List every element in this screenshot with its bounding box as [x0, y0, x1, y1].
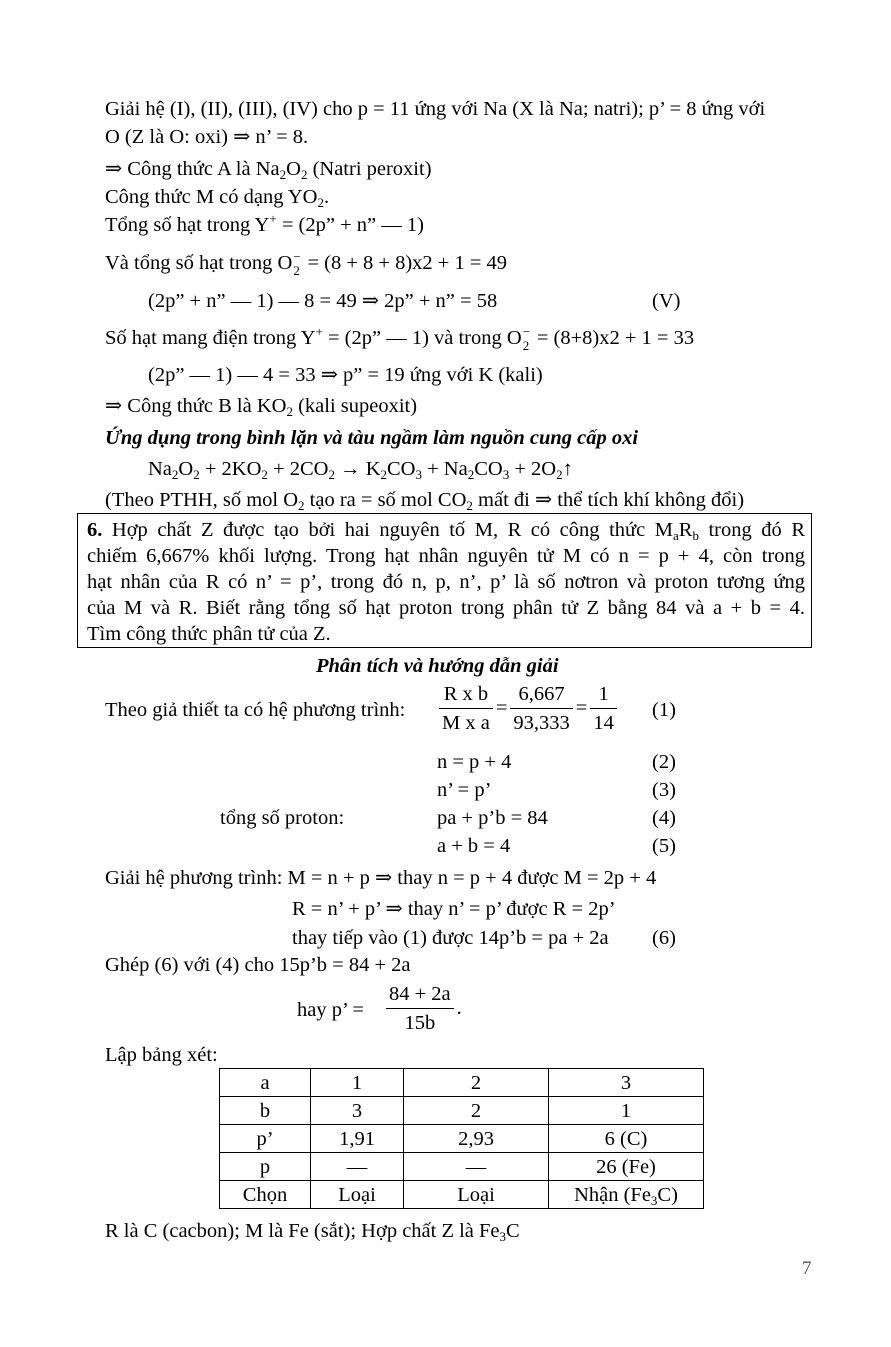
equation-tag-1: (1) [652, 699, 676, 721]
subscript: 2 [193, 467, 200, 482]
solve-line-3: thay tiếp vào (1) được 14p’b = pa + 2a [292, 927, 609, 949]
p-prime-fraction [383, 982, 462, 1035]
fraction-r-over-m [439, 682, 493, 735]
text: mất đi ⇒ thể tích khí không đổi) [472, 489, 745, 511]
equation-tag-5: (5) [652, 835, 676, 857]
ion-symbol: O [506, 327, 522, 349]
problem-line-2: chiếm 6,667% khối lượng. Trong hạt nhân nguyên tử M có n = p + 4, còn trong [87, 545, 805, 567]
solve-line-1: Giải hệ phương trình: M = n + p ⇒ thay n = p + 4 được M = 2p + 4 [105, 867, 657, 889]
text: Và tổng số hạt trong [105, 252, 278, 274]
table-cell: b [220, 1097, 311, 1125]
ion-symbol: O [277, 252, 293, 274]
text: (kali supeoxit) [292, 395, 418, 417]
table-row [220, 1125, 704, 1153]
text: . [323, 186, 330, 208]
table-label: Lập bảng xét: [105, 1044, 218, 1066]
text: Số hạt mang điện trong Y [105, 327, 316, 349]
fraction-one-fourteenth [590, 682, 617, 735]
text: Nhận (Fe [574, 1183, 651, 1206]
table-cell: 2 [404, 1069, 549, 1097]
text: + 2KO [199, 458, 262, 480]
text: ⇒ Công thức B là KO [105, 395, 287, 417]
problem-line-4: của M và R. Biết rằng tổng số hạt proton trong phân tử Z bằng 84 và a + b = 4. [87, 597, 805, 619]
subscript: 2 [328, 467, 335, 482]
equals: = [575, 697, 588, 719]
subscript: 2 [298, 498, 305, 513]
text-line-solve-system: Giải hệ (I), (II), (III), (IV) cho p = 11 ứng với Na (X là Na; natri); p’ = 8 ứng với [105, 98, 766, 120]
problem-box [77, 513, 812, 648]
solution-heading: Phân tích và hướng dẫn giải [316, 655, 559, 677]
text: + Na [421, 458, 468, 480]
conclusion [105, 1219, 520, 1243]
numerator: R x b [439, 682, 493, 709]
text-line-formula-m [105, 185, 329, 209]
equation-3: n’ = p’ [437, 779, 492, 801]
table-cell: 3 [549, 1069, 704, 1097]
analysis-table [219, 1068, 704, 1209]
denominator: 14 [593, 712, 614, 734]
text-line-oxygen: O (Z là O: oxi) ⇒ n’ = 8. [105, 126, 309, 148]
problem-line-3: hạt nhân của R có n’ = p’, trong đó n, p, n’, p’ là số nơtron và proton tương ứng [87, 571, 805, 593]
text: Hợp chất Z được tạo bởi hai nguyên tố M, R có công thức M [102, 519, 673, 541]
fraction-percent [510, 682, 572, 735]
table-cell: a [220, 1069, 311, 1097]
reaction-equation [148, 457, 573, 481]
text: (Natri peroxit) [307, 158, 432, 180]
equation-4-label: tổng số proton: [220, 807, 345, 829]
text-line-note [105, 488, 744, 512]
application-heading: Ứng dụng trong bình lặn và tàu ngầm làm nguồn cung cấp oxi [105, 427, 639, 449]
subscript: b [692, 528, 699, 543]
table-cell: Loại [404, 1181, 549, 1209]
table-cell: 26 (Fe) [549, 1153, 704, 1181]
table-row [220, 1097, 704, 1125]
combine-line: Ghép (6) với (4) cho 15p’b = 84 + 2a [105, 954, 411, 976]
text: Công thức M có dạng YO [105, 186, 318, 208]
text-line-formula-b [105, 394, 417, 418]
table-row [220, 1153, 704, 1181]
subscript: 3 [502, 467, 510, 482]
text: Na [148, 458, 172, 480]
text: R là C (cacbon); M là Fe (sắt); Hợp chất Z là Fe [105, 1220, 500, 1242]
table-cell [549, 1181, 704, 1209]
table-cell: p’ [220, 1125, 311, 1153]
solve-line-2: R = n’ + p’ ⇒ thay n’ = p’ được R = 2p’ [292, 898, 616, 920]
subscript: 2 [467, 467, 475, 482]
table-cell: 1,91 [311, 1125, 404, 1153]
fraction [386, 982, 454, 1035]
page-number: 7 [802, 1258, 812, 1279]
table-cell: 6 (C) [549, 1125, 704, 1153]
table-row [220, 1181, 704, 1209]
text: = (2p” + n” — 1) [276, 214, 424, 236]
subscript: 2 [466, 498, 473, 513]
text-line-charged: Số hạt mang điện trong Y+ = (2p” — 1) và trong O − 2 = (8+8)x2 + 1 = 33 [105, 324, 695, 353]
text: R [678, 519, 693, 541]
table-cell: 2,93 [404, 1125, 549, 1153]
text-line-formula-a [105, 157, 432, 181]
text: = (8 + 8 + 8)x2 + 1 = 49 [302, 252, 508, 274]
text-line-total-o2: Và tổng số hạt trong O − 2 = (8 + 8 + 8)x2 + 1 = 49 [105, 249, 508, 278]
numerator: 1 [590, 682, 617, 709]
subscript: 2 [300, 167, 308, 182]
text: C [506, 1220, 520, 1242]
text: CO [474, 458, 503, 480]
text: trong đó R [698, 519, 805, 541]
equation-tag-4: (4) [652, 807, 676, 829]
subscript: 2 [279, 167, 287, 182]
subscript: 3 [415, 467, 422, 482]
problem-line-5: Tìm công thức phân tử của Z. [87, 623, 331, 645]
table-row [220, 1069, 704, 1097]
text: CO [387, 458, 416, 480]
problem-number: 6. [87, 519, 103, 541]
subscript: 3 [499, 1229, 507, 1244]
table-cell: Loại [311, 1181, 404, 1209]
subscript: 2 [171, 467, 179, 482]
superscript: + [315, 324, 323, 339]
text-line-total-y [105, 213, 424, 237]
text: = (2p” — 1) và trong [322, 327, 507, 349]
subscript: a [672, 528, 679, 543]
equation-4: pa + p’b = 84 [437, 807, 548, 829]
text: + 2CO [267, 458, 329, 480]
table-cell: 3 [311, 1097, 404, 1125]
equation-1-label: Theo giả thiết ta có hệ phương trình: [105, 699, 406, 721]
equation-v: (2p” + n” — 1) — 8 = 49 ⇒ 2p” + n” = 58 [148, 290, 498, 312]
text: = (8+8)x2 + 1 = 33 [531, 327, 695, 349]
denominator: 15b [404, 1012, 436, 1034]
equation-tag-3: (3) [652, 779, 676, 801]
table-cell: Chọn [220, 1181, 311, 1209]
equation-1 [436, 682, 620, 735]
text: O [286, 158, 301, 180]
equation-tag-2: (2) [652, 751, 676, 773]
subscript: 2 [556, 467, 563, 482]
subscript: 2 [261, 467, 268, 482]
equals: = [495, 697, 508, 719]
equation-2: n = p + 4 [437, 751, 512, 773]
gas-arrow-up-icon: ↑ [562, 458, 573, 480]
text: Tổng số hạt trong Y [105, 214, 270, 236]
table-cell: p [220, 1153, 311, 1181]
numerator: 6,667 [510, 682, 572, 709]
table-cell: 2 [404, 1097, 549, 1125]
equation-potassium: (2p” — 1) — 4 = 33 ⇒ p” = 19 ứng với K (kali) [148, 364, 543, 386]
denominator: 93,333 [513, 712, 570, 734]
table-cell: 1 [311, 1069, 404, 1097]
numerator: 84 + 2a [386, 982, 454, 1009]
subscript: 2 [317, 195, 324, 210]
period: . [456, 997, 462, 1019]
subscript: 2 [286, 404, 293, 419]
equation-5: a + b = 4 [437, 835, 511, 857]
subscript: 3 [650, 1192, 658, 1208]
text: ⇒ Công thức A là Na [105, 158, 280, 180]
text: tạo ra = số mol CO [304, 489, 467, 511]
table-cell: 1 [549, 1097, 704, 1125]
superscript: + [269, 211, 277, 226]
equation-tag-v: (V) [652, 290, 681, 312]
denominator: M x a [442, 712, 490, 734]
table-cell: — [404, 1153, 549, 1181]
text: + 2O [509, 458, 557, 480]
reaction-arrow: → K [334, 458, 381, 480]
p-prime-label: hay p’ = [297, 999, 364, 1021]
equation-tag-6: (6) [652, 927, 676, 949]
subscript: 2 [380, 467, 387, 482]
text: O [178, 458, 194, 480]
text: (Theo PTHH, số mol O [105, 489, 299, 511]
table-cell: — [311, 1153, 404, 1181]
text: C) [657, 1183, 678, 1206]
problem-line-1 [87, 517, 805, 543]
